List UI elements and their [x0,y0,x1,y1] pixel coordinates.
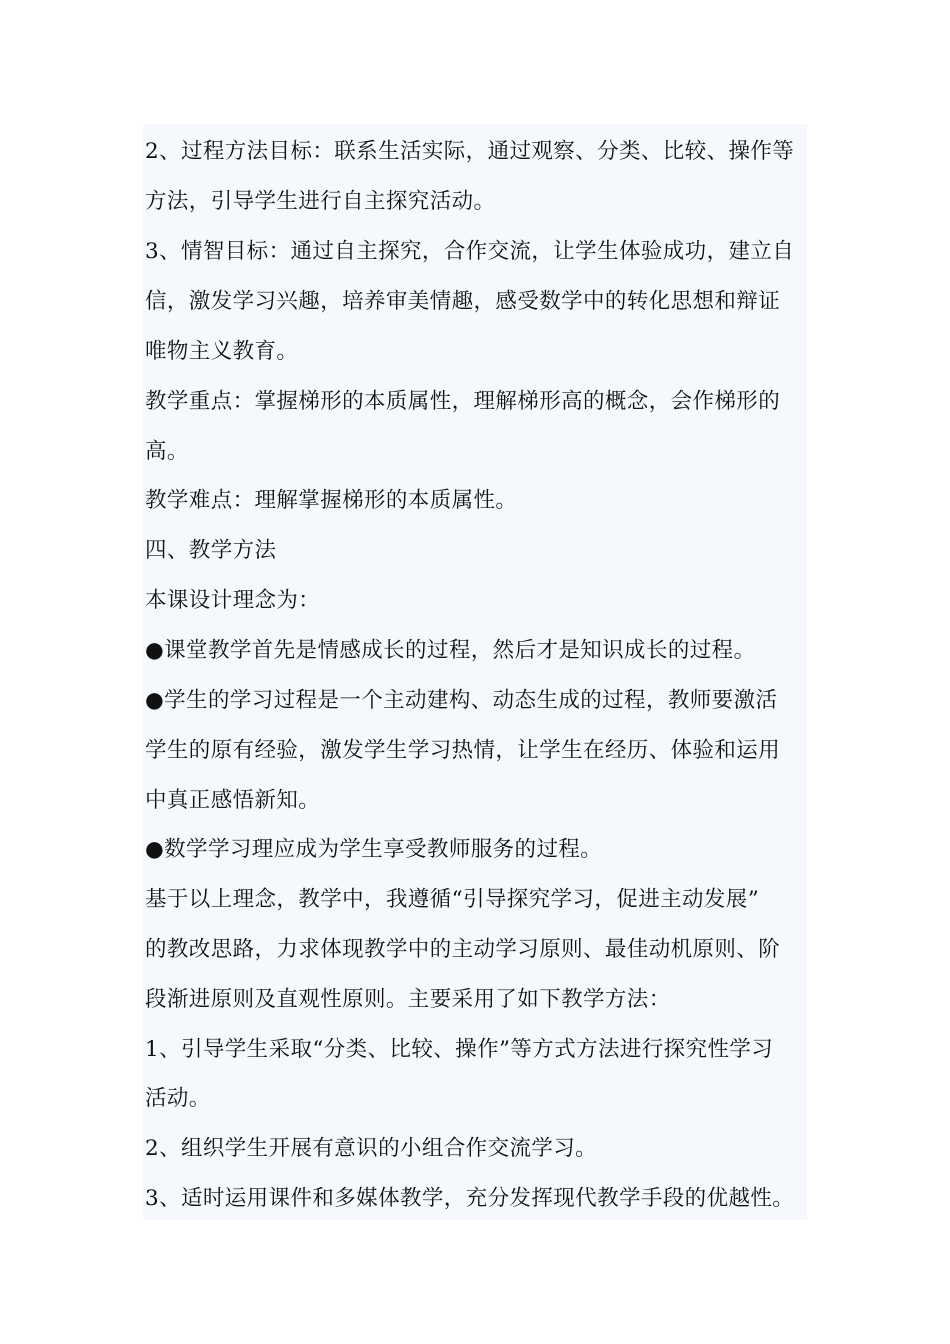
bullet-item: ●课堂教学首先是情感成长的过程，然后才是知识成长的过程。 [145,638,756,663]
text-line: 方法，引导学生进行自主探究活动。 [145,189,496,214]
text-line: 段渐进原则及直观性原则。主要采用了如下教学方法： [145,987,671,1012]
text-block [143,124,807,1220]
text-line: 1、引导学生采取“分类、比较、操作”等方式方法进行探究性学习 [145,1037,774,1062]
text-line: 本课设计理念为： [145,588,321,613]
text-line: 3、适时运用课件和多媒体教学，充分发挥现代教学手段的优越性。 [145,1186,795,1211]
text-line: 2、组织学生开展有意识的小组合作交流学习。 [145,1136,598,1161]
text-line: 3、情智目标：通过自主探究，合作交流，让学生体验成功，建立自 [145,239,795,264]
text-line: 教学难点：理解掌握梯形的本质属性。 [145,488,518,513]
text-line: 高。 [145,439,189,464]
section-heading: 四、教学方法 [145,538,277,563]
text-line: 学生的原有经验，激发学生学习热情，让学生在经历、体验和运用 [145,738,781,763]
bullet-item: ●数学学习理应成为学生享受教师服务的过程。 [145,837,603,862]
text-line: 基于以上理念，教学中，我遵循“引导探究学习，促进主动发展” [145,887,760,912]
text-line: 活动。 [145,1086,211,1111]
text-line: 唯物主义教育。 [145,339,299,364]
text-line: 信，激发学习兴趣，培养审美情趣，感受数学中的转化思想和辩证 [145,289,781,314]
text-line: 中真正感悟新知。 [145,788,321,813]
text-line: 的教改思路，力求体现教学中的主动学习原则、最佳动机原则、阶 [145,937,781,962]
text-line: 2、过程方法目标：联系生活实际，通过观察、分类、比较、操作等 [145,139,795,164]
text-line: 教学重点：掌握梯形的本质属性，理解梯形高的概念，会作梯形的 [145,389,781,414]
bullet-item: ●学生的学习过程是一个主动建构、动态生成的过程，教师要激活 [145,688,778,713]
